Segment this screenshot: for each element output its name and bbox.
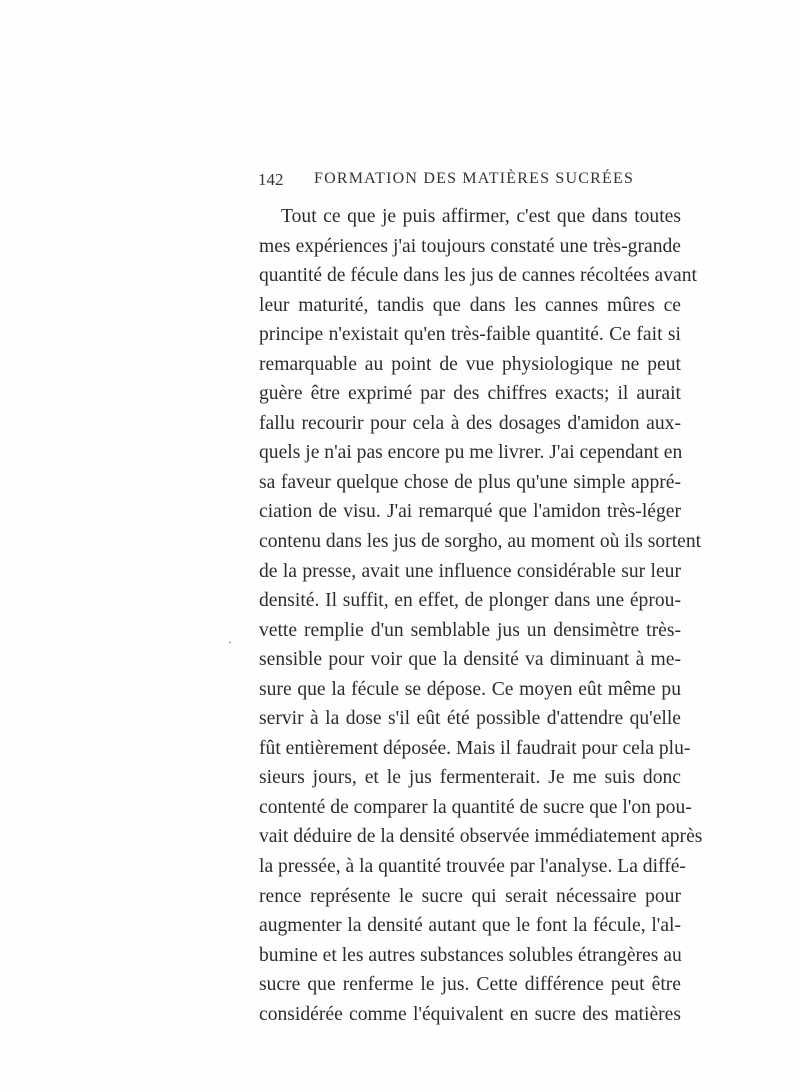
text-line: fallu recourir pour cela à des dosages d'amidon aux- bbox=[259, 412, 681, 434]
text-line: quels je n'ai pas encore pu me livrer. J'ai cependant en bbox=[259, 442, 683, 464]
text-line: vette remplie d'un semblable jus un densimètre très- bbox=[259, 619, 681, 641]
text-line: augmenter la densité autant que le font la fécule, l'al- bbox=[259, 915, 681, 937]
text-line: considérée comme l'équivalent en sucre des matières bbox=[259, 1003, 681, 1025]
text-line: bumine et les autres substances solubles étrangères au bbox=[259, 944, 682, 966]
text-line: quantité de fécule dans les jus de cannes récoltées avant bbox=[259, 265, 697, 287]
body-paragraph bbox=[259, 202, 703, 1029]
text-line: densité. Il suffit, en effet, de plonger dans une éprou- bbox=[259, 590, 681, 612]
text-line: sucre que renferme le jus. Cette différence peut être bbox=[259, 974, 681, 996]
text-line: de la presse, avait une influence considérable sur leur bbox=[259, 560, 681, 582]
text-line: contenté de comparer la quantité de sucre que l'on pou- bbox=[259, 796, 692, 818]
text-line: sa faveur quelque chose de plus qu'une simple appré- bbox=[259, 471, 681, 493]
text-line: Tout ce que je puis affirmer, c'est que dans toutes bbox=[281, 206, 681, 227]
text-line: mes expériences j'ai toujours constaté une très-grande bbox=[259, 235, 681, 257]
text-line: guère être exprimé par des chiffres exacts; il aurait bbox=[259, 383, 681, 405]
text-line: sure que la fécule se dépose. Ce moyen eût même pu bbox=[259, 678, 681, 700]
running-title: FORMATION DES MATIÈRES SUCRÉES bbox=[314, 170, 635, 187]
text-line: sieurs jours, et le jus fermenterait. Je me suis donc bbox=[259, 767, 681, 789]
text-line: remarquable au point de vue physiologique ne peut bbox=[259, 353, 681, 375]
text-line: servir à la dose s'il eût été possible d'attendre qu'elle bbox=[259, 708, 681, 730]
page-header bbox=[256, 170, 680, 194]
text-line: la pressée, à la quantité trouvée par l'analyse. La diffé- bbox=[259, 856, 686, 878]
text-line: principe n'existait qu'en très-faible quantité. Ce fait si bbox=[259, 324, 681, 346]
text-line: contenu dans les jus de sorgho, au moment où ils sortent bbox=[259, 531, 702, 553]
text-line: sensible pour voir que la densité va diminuant à me- bbox=[259, 649, 681, 671]
page-number: 142 bbox=[258, 170, 284, 189]
text-line: fût entièrement déposée. Mais il faudrait pour cela plu- bbox=[259, 737, 691, 759]
text-line: leur maturité, tandis que dans les cannes mûres ce bbox=[259, 294, 681, 316]
margin-speck: ˏ bbox=[228, 630, 232, 644]
text-line: vait déduire de la densité observée immédiatement après bbox=[259, 826, 703, 848]
text-line: rence représente le sucre qui serait nécessaire pour bbox=[259, 885, 681, 907]
text-line: ciation de visu. J'ai remarqué que l'amidon très-léger bbox=[259, 501, 681, 523]
